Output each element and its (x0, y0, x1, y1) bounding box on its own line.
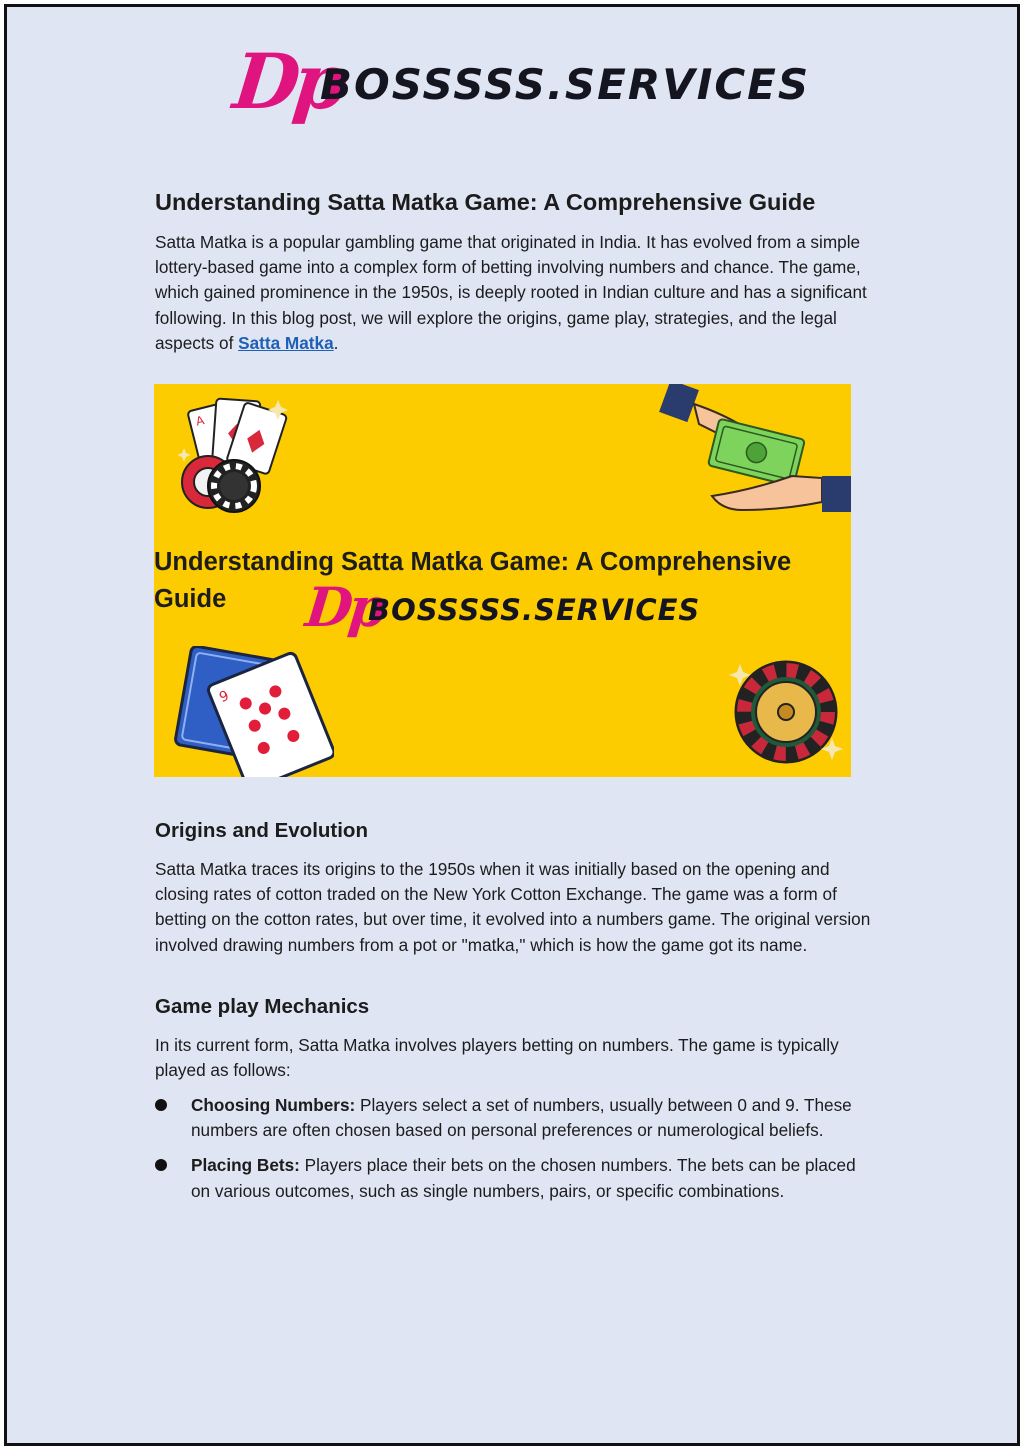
logo-mark: Dp (229, 37, 346, 126)
intro-end: . (333, 332, 339, 353)
list-item (155, 1153, 875, 1203)
section-text-origins: Satta Matka traces its origins to the 1950s when it was initially based on the opening and closing rates of cotton traded on the New York Cotton Exchange. The game was a form of betting on the cotton rates, but over time, it evolved into a numbers game. The original version involved drawing numbers from a pot or "matka," which is how the game got its name. (155, 859, 871, 955)
svg-text:A: A (194, 413, 206, 429)
card-deck-icon (154, 646, 334, 777)
poker-chips-icon (178, 448, 268, 518)
banner-title: Understanding Satta Matka Game: A Comprehensive Guide (154, 548, 792, 613)
bullet-label: Choosing Numbers: (191, 1095, 356, 1115)
logo-text: BOSSSSS.SERVICES (320, 60, 811, 109)
bullet-text: Players select a set of numbers, usually between 0 and 9. These numbers are often chosen based on personal preferences or numerological beliefs. (191, 1095, 852, 1141)
banner-image (154, 384, 851, 777)
section-heading-origins: Origins and Evolution (155, 819, 368, 842)
bullet-icon (155, 1159, 167, 1171)
page-title: Understanding Satta Matka Game: A Comprehensive Guide (155, 189, 816, 215)
bullet-text: Players place their bets on the chosen numbers. The bets can be placed on various outcomes, such as single numbers, pairs, or specific combinations. (191, 1155, 856, 1201)
roulette-wheel-icon (728, 654, 851, 777)
section-heading-gameplay: Game play Mechanics (155, 995, 370, 1018)
bullet-icon (155, 1099, 167, 1111)
svg-text:9: 9 (217, 687, 232, 707)
banner-logo (302, 574, 726, 644)
intro-text: Satta Matka is a popular gambling game that originated in India. It has evolved from a simple lottery-based game into a complex form of betting involving numbers and chance. The game, which gained prominence in the 1950s, is deeply rooted in Indian culture and has a significant following. In this blog post, we will explore the origins, game play, strategies, and the legal aspects of (155, 232, 867, 353)
money-handover-icon (654, 384, 851, 519)
site-logo[interactable] (229, 36, 814, 136)
satta-matka-link[interactable]: Satta Matka (238, 332, 334, 353)
list-item (155, 1093, 875, 1143)
gameplay-list (155, 1093, 875, 1214)
bullet-label: Placing Bets: (191, 1155, 300, 1176)
intro-paragraph (155, 230, 875, 356)
banner-logo-text: BOSSSSS.SERVICES (368, 593, 701, 627)
section-text-gameplay: In its current form, Satta Matka involves players betting on numbers. The game is typically played as follows: (155, 1035, 839, 1081)
banner-logo-mark: Dp (302, 575, 386, 639)
